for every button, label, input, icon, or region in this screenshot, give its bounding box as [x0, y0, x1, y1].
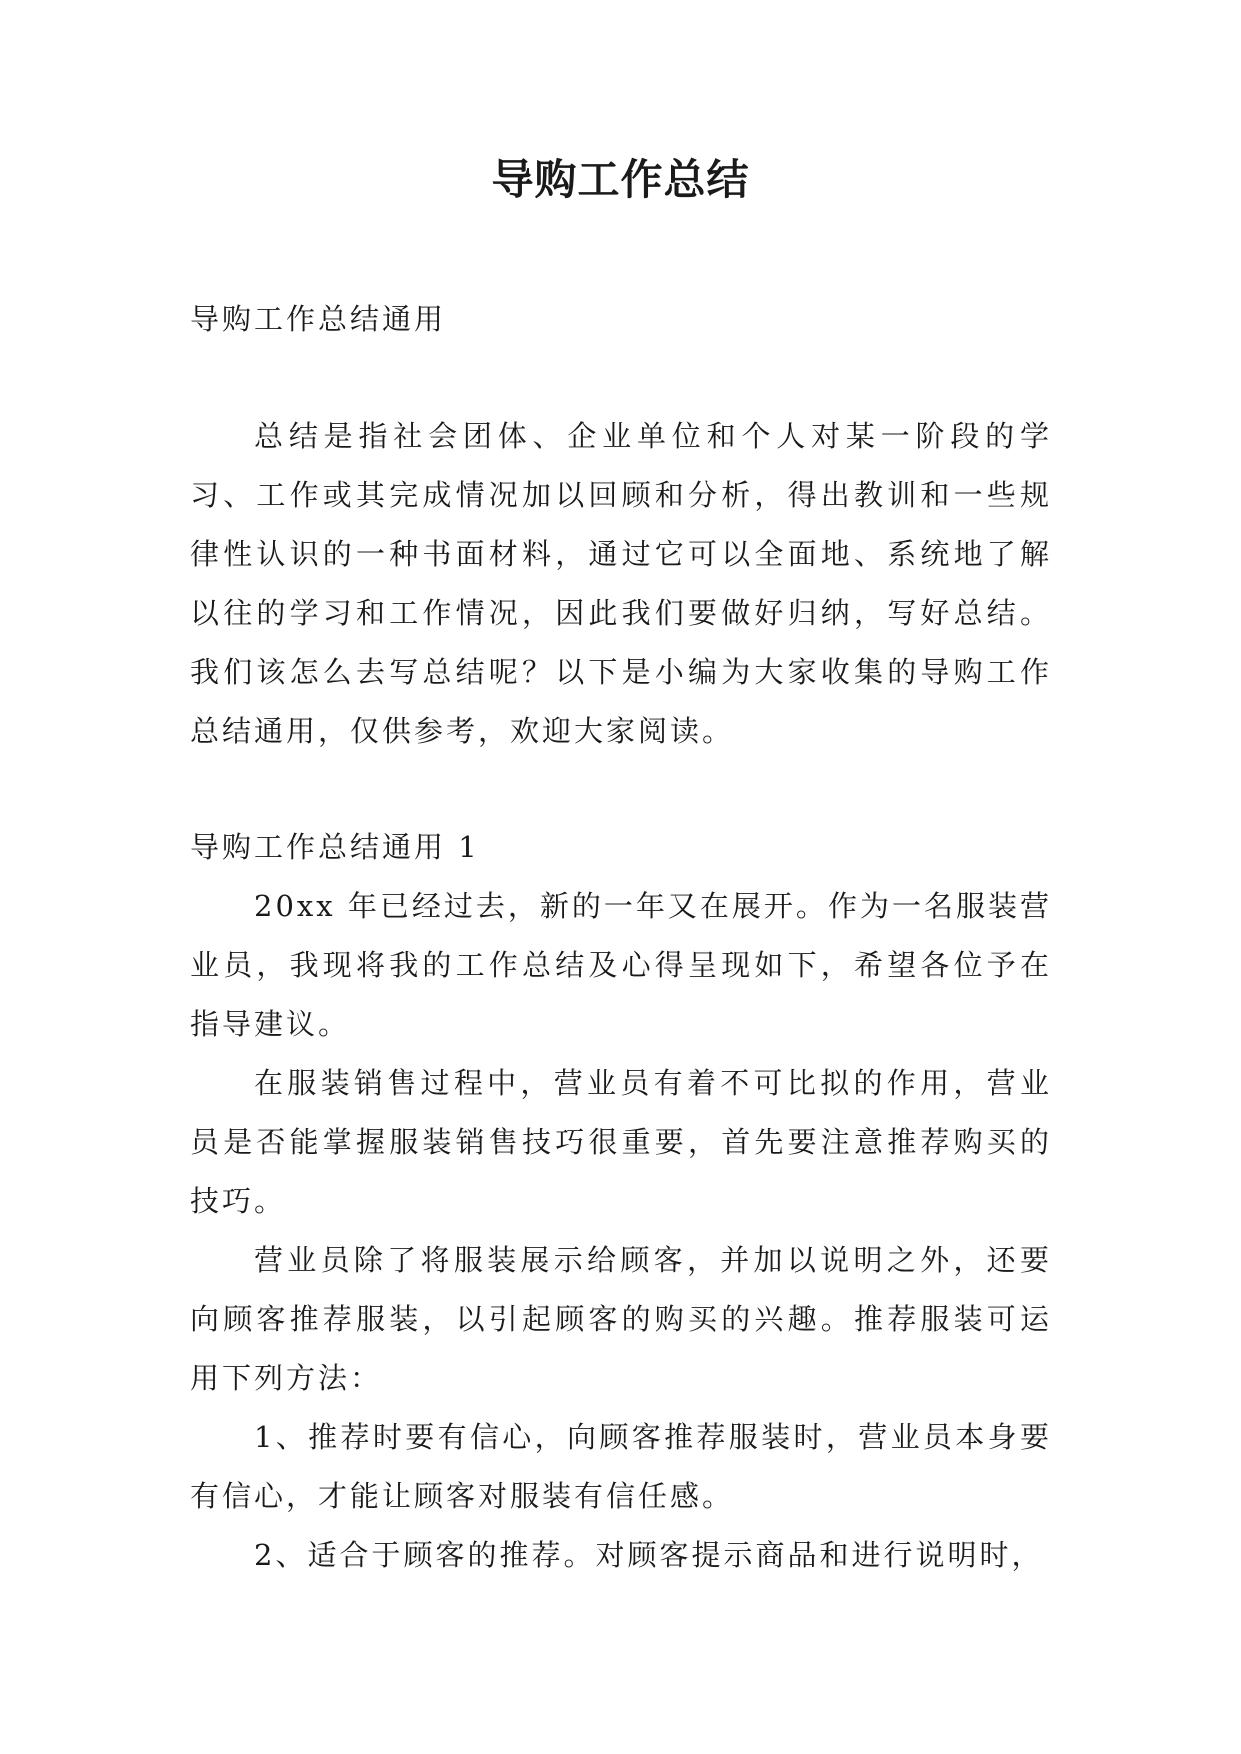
document-title: 导购工作总结: [491, 155, 750, 204]
body-paragraph-1: 20xx 年已经过去，新的一年又在展开。作为一名服装营业员，我现将我的工作总结及心得呈现如下，希望各位予在指导建议。: [190, 889, 1052, 1041]
section-heading: 导购工作总结通用 1: [190, 830, 480, 864]
body-paragraph-2: 在服装销售过程中，营业员有着不可比拟的作用，营业员是否能掌握服装销售技巧很重要，首先要注意推荐购买的技巧。: [190, 1066, 1052, 1218]
document-subtitle: 导购工作总结通用: [190, 302, 447, 336]
intro-paragraph: 总结是指社会团体、企业单位和个人对某一阶段的学习、工作或其完成情况加以回顾和分析，得出教训和一些规律性认识的一种书面材料，通过它可以全面地、系统地了解以往的学习和工作情况，因此我们要做好归纳，写好总结。我们该怎么去写总结呢？以下是小编为大家收集的导购工作总结通用，仅供参考，欢迎大家阅读。: [190, 419, 1052, 748]
body-paragraph-3: 营业员除了将服装展示给顾客，并加以说明之外，还要向顾客推荐服装，以引起顾客的购买的兴趣。推荐服装可运用下列方法：: [190, 1243, 1052, 1395]
body-paragraph-5: 2、适合于顾客的推荐。对顾客提示商品和进行说明时，: [254, 1538, 1044, 1572]
body-paragraph-4: 1、推荐时要有信心，向顾客推荐服装时，营业员本身要有信心，才能让顾客对服装有信任感。: [190, 1420, 1052, 1513]
document-body: [190, 290, 1052, 1585]
